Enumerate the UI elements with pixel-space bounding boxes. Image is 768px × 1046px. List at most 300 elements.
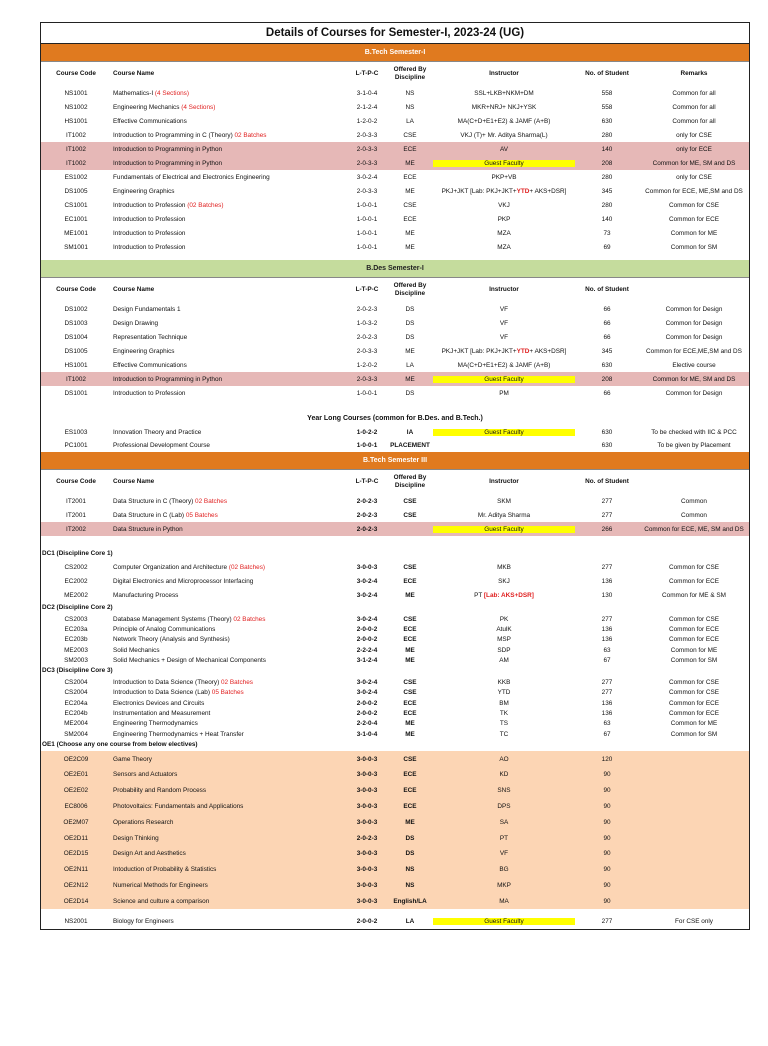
course-name-text: Innovation Theory and Practice [113,429,202,436]
instructor: PKP [497,215,511,223]
course-name-text: Mathematics-I [113,89,155,97]
course-code: EC204a [64,699,88,707]
student-count: 63 [603,646,611,654]
discipline: DS [405,333,415,341]
table-row [41,645,749,655]
table-row [41,86,749,100]
header-name: Course Name [113,70,155,77]
course-name [111,362,347,369]
course-code: OE2D11 [63,834,89,842]
discipline: ME [405,720,415,728]
course-name-text: Digital Electronics and Microprocessor Interfacing [113,577,254,585]
ltpc: 3-0-2-4 [356,591,378,599]
course-name [111,442,347,449]
course-code: EC204b [64,710,88,718]
student-count: 120 [601,755,613,763]
header-discipline: Offered By Discipline [393,66,427,81]
course-name [111,564,347,571]
course-code: DS1002 [64,305,88,313]
instructor: VF [499,333,509,341]
course-name-text: Representation Technique [113,333,188,341]
header-ltpc: L-T-P-C [355,70,379,77]
ltpc: 2-0-2-3 [356,497,378,505]
course-name [111,306,347,313]
course-name [111,720,347,727]
course-code: DS1005 [64,347,88,355]
table-row [41,439,749,452]
ltpc: 3-1-0-4 [356,730,378,738]
batch-note: (4 Sections) [154,89,190,97]
student-count: 277 [601,917,613,925]
discipline: ECE [403,699,417,707]
instructor [433,348,575,355]
discipline: ME [405,818,415,826]
course-name-text: Engineering Graphics [113,187,175,195]
header-discipline: Offered By Discipline [393,282,427,297]
discipline: LA [405,917,415,925]
course-name [111,898,347,905]
ltpc: 3-0-2-4 [356,689,378,697]
discipline: CSE [403,689,417,697]
student-count: 90 [603,866,611,874]
instructor-highlight: YTD [516,187,530,195]
header-code: Course Code [56,478,96,485]
ltpc: 1-0-0-1 [356,389,378,397]
header-instructor: Instructor [489,478,519,485]
course-name-text: Instrumentation and Measurement [113,710,211,718]
student-count: 90 [603,850,611,858]
batch-note: (02 Batches) [228,563,266,571]
course-code: IT1002 [66,159,86,167]
course-code: OE2M07 [63,818,89,826]
remarks: Common for SM [670,730,718,738]
instructor: TC [499,730,509,738]
course-name [111,188,347,195]
course-name-text: Data Structure in C (Theory) [113,497,196,505]
remarks: Common for all [672,117,716,125]
instructor-part: PKJ+JKT [Lab: PKJ+JKT+ [441,187,517,195]
course-code: OE2C09 [63,755,89,763]
remarks: Common for all [672,103,716,111]
table-row [41,624,749,634]
instructor: Guest Faculty [433,160,575,167]
remarks: Common for ECE,ME,SM and DS [646,347,742,355]
course-code: PC1001 [64,442,88,449]
student-count: 90 [603,803,611,811]
course-name [111,376,347,383]
student-count: 140 [601,215,613,223]
ltpc: 2-0-2-3 [356,834,378,842]
course-name [111,512,347,519]
course-name-text: Introduction to Profession [113,229,186,237]
student-count: 67 [603,656,611,664]
course-code: IT2001 [66,511,86,519]
student-count: 140 [601,145,613,153]
student-count: 277 [601,511,613,519]
ltpc: 2-2-0-4 [356,720,378,728]
course-name [111,334,347,341]
header-name: Course Name [113,478,155,485]
instructor [433,188,575,195]
course-name [111,771,347,778]
table-row [41,426,749,439]
course-name-text: Numerical Methods for Engineers [113,882,208,890]
student-count: 136 [601,636,613,644]
header-students: No. of Student [585,478,629,485]
discipline: English/LA [393,897,427,905]
table-row [41,128,749,142]
table-row [41,156,749,170]
ltpc: 1-0-0-1 [356,229,378,237]
remarks: Common for ECE [668,710,720,718]
discipline: CSE [403,563,417,571]
header-discipline: Offered By Discipline [393,474,427,489]
course-code: EC2002 [64,577,88,585]
ltpc: 3-0-2-4 [356,679,378,687]
table-row [41,522,749,536]
student-count: 136 [601,699,613,707]
discipline: ME [405,656,415,664]
instructor: PKP+VB [491,173,517,181]
ltpc: 3-0-0-3 [356,882,378,890]
instructor: MKB [497,563,511,571]
remarks: Common for Design [665,389,723,397]
table-row [41,372,749,386]
discipline: ME [405,347,415,355]
remarks: Common for Design [665,333,723,341]
table-row [41,142,749,156]
course-code: EC203b [64,636,88,644]
remarks: only for CSE [676,131,712,139]
header-name: Course Name [113,286,155,293]
course-name-text: Professional Development Course [113,442,210,449]
course-name [111,526,347,533]
instructor: KKB [497,679,511,687]
course-name-text: Introduction to Programming in Python [113,159,223,167]
last-table [41,914,749,928]
table-row [41,574,749,588]
course-name [111,657,347,664]
ltpc: 3-0-0-3 [356,755,378,763]
course-name [111,320,347,327]
course-code: CS2004 [64,679,88,687]
discipline: ME [405,646,415,654]
instructor: SKM [497,497,511,505]
ltpc: 3-1-0-4 [356,89,378,97]
student-count: 630 [601,442,613,449]
batch-note: 02 Batches [233,615,266,623]
instructor: MKR+NRJ+ NKJ+YSK [471,103,537,111]
instructor: SKJ [498,577,510,585]
instructor: PT [499,834,509,842]
course-name-text: Engineering Thermodynamics [113,720,198,728]
course-name [111,626,347,633]
btech-sem3-table [41,494,749,536]
ltpc: 2-0-2-3 [356,333,378,341]
remarks: Common for CSE [668,615,720,623]
instructor: KD [499,771,509,779]
table-header [41,470,749,494]
discipline: NS [405,89,415,97]
remarks: Common for ECE [668,215,720,223]
btech-sem1-table [41,86,749,254]
remarks: Common for ECE [668,625,720,633]
discipline: ECE [403,636,417,644]
course-name [111,104,347,111]
header-code: Course Code [56,70,96,77]
dc2-heading: DC2 (Discipline Core 2) [42,604,113,611]
remarks: Common for Design [665,319,723,327]
remarks: Common for ME, SM and DS [652,375,736,383]
course-name [111,146,347,153]
course-name-text: Engineering Thermodynamics + Heat Transfer [113,730,244,738]
discipline: ECE [403,215,417,223]
course-name-text: Introduction to Programming in C (Theory) [113,131,235,139]
remarks: Common for ME, SM and DS [652,159,736,167]
student-count: 66 [603,305,611,313]
course-name [111,160,347,167]
instructor-part: PT [474,591,484,599]
course-code: DS1005 [64,187,88,195]
instructor-highlight: [Lab: AKS+DSR] [483,591,534,599]
course-name-text: Network Theory (Analysis and Synthesis) [113,636,230,644]
discipline: PLACEMENT [390,442,430,449]
year-long-table [41,426,749,452]
remarks: Common [681,497,707,505]
ltpc: 1-0-0-1 [356,243,378,251]
course-name-text: Introduction to Profession [113,243,186,251]
course-code: ME1001 [64,229,88,237]
discipline: ME [405,375,415,383]
year-long-heading: Year Long Courses (common for B.Des. and B.Tech.) [307,415,483,422]
instructor: Guest Faculty [433,918,575,925]
course-name-text: Effective Communications [113,117,187,125]
course-code: OE2N11 [63,866,89,874]
remarks: only for CSE [676,173,712,181]
remarks: only for ECE [676,145,712,153]
instructor: MA [499,897,509,905]
remarks: Common [681,511,707,519]
course-code: NS2001 [64,917,88,925]
batch-note: 05 Batches [185,511,218,519]
course-name-text: Solid Mechanics + Design of Mechanical Components [113,656,266,664]
dc1-heading: DC1 (Discipline Core 1) [42,550,113,557]
ltpc: 3-0-0-3 [356,866,378,874]
student-count: 558 [601,103,613,111]
ltpc: 2-0-2-3 [356,305,378,313]
table-row [41,100,749,114]
table-row [41,240,749,254]
course-name [111,866,347,873]
instructor: Guest Faculty [433,376,575,383]
course-name-text: Science and culture a comparison [113,897,210,905]
course-code: CS1001 [64,201,88,209]
instructor: MKP [497,882,511,890]
student-count: 66 [603,319,611,327]
header-instructor: Instructor [489,286,519,293]
course-name [111,429,347,436]
table-row [41,508,749,522]
batch-note: 02 Batches [220,679,253,687]
table-row [41,226,749,240]
batch-note: 05 Batches [211,689,244,697]
student-count: 280 [601,131,613,139]
course-code: IT1002 [66,131,86,139]
student-count: 280 [601,173,613,181]
instructor: MA(C+D+E1+E2) & JAMF (A+B) [457,361,551,369]
table-row [41,914,749,928]
instructor: PM [499,389,509,397]
btech-sem3-band: B.Tech Semester III [41,452,749,470]
remarks: Common for CSE [668,563,720,571]
course-code: IT2001 [66,497,86,505]
course-name [111,710,347,717]
discipline: ECE [403,145,417,153]
course-name-text: Data Structure in C (Lab) [113,511,186,519]
table-row [41,708,749,718]
instructor: PK [499,615,509,623]
table-row [41,830,749,846]
discipline: CSE [403,679,417,687]
course-name-text: Photovoltaics: Fundamentals and Applications [113,803,244,811]
discipline: ECE [403,771,417,779]
ltpc: 3-0-0-3 [356,818,378,826]
ltpc: 3-0-0-3 [356,771,378,779]
course-name [111,592,347,599]
student-count: 208 [601,159,613,167]
ltpc: 2-0-3-3 [356,159,378,167]
ltpc: 3-0-0-3 [356,787,378,795]
instructor: SA [499,818,509,826]
remarks: Common for ECE [668,577,720,585]
student-count: 208 [601,375,613,383]
table-row [41,719,749,729]
ltpc: 1-0-0-1 [356,215,378,223]
header-students: No. of Student [585,70,629,77]
student-count: 280 [601,201,613,209]
student-count: 136 [601,625,613,633]
course-code: OE2D15 [63,850,89,858]
instructor: VKJ (T)+ Mr. Aditya Sharma(L) [460,131,548,139]
table-row [41,688,749,698]
course-name [111,244,347,251]
table-row [41,893,749,909]
header-code: Course Code [56,286,96,293]
table-row [41,170,749,184]
instructor: Mr. Aditya Sharma [477,511,531,519]
course-name [111,918,347,925]
course-code: HS1001 [64,117,88,125]
discipline: ECE [403,803,417,811]
instructor: MZA [497,229,511,237]
course-code: CS2004 [64,689,88,697]
student-count: 67 [603,730,611,738]
instructor: VF [499,305,509,313]
page-title: Details of Courses for Semester-I, 2023-24 (UG) [41,22,749,44]
course-code: IT1002 [66,145,86,153]
student-count: 558 [601,89,613,97]
remarks: To be given by Placement [657,442,731,449]
student-count: 266 [601,525,613,533]
table-row [41,198,749,212]
ltpc: 1-0-3-2 [356,319,378,327]
course-name [111,174,347,181]
remarks: Common for ME [670,720,718,728]
course-name-text: Effective Communications [113,361,187,369]
table-row [41,358,749,372]
instructor-part: PKJ+JKT [Lab: PKJ+JKT+ [441,347,517,355]
ltpc: 1-2-0-2 [356,117,378,125]
table-row [41,635,749,645]
student-count: 277 [601,615,613,623]
instructor: MA(C+D+E1+E2) & JAMF (A+B) [457,117,551,125]
remarks: Common for CSE [668,679,720,687]
ltpc: 2-0-3-3 [356,187,378,195]
table-row [41,344,749,358]
student-count: 630 [601,429,613,436]
course-code: SM1001 [64,243,88,251]
course-name [111,882,347,889]
discipline: CSE [403,497,417,505]
instructor: VF [499,319,509,327]
instructor: MSP [497,636,511,644]
discipline: ME [405,730,415,738]
course-name-text: Biology for Engineers [113,917,174,925]
remarks: Common for ECE, ME,SM and DS [645,187,743,195]
ltpc: 3-0-2-4 [356,577,378,585]
course-name [111,90,347,97]
discipline: ECE [403,173,417,181]
discipline: ECE [403,710,417,718]
discipline: DS [405,389,415,397]
course-name [111,731,347,738]
course-name-text: Introduction to Data Science (Lab) [113,689,212,697]
table-row [41,316,749,330]
course-name-text: Game Theory [113,755,152,763]
course-name-text: Introduction to Profession [113,389,186,397]
course-name-text: Probability and Random Process [113,787,207,795]
table-row [41,560,749,574]
student-count: 277 [601,563,613,571]
discipline: ME [405,187,415,195]
instructor: Guest Faculty [433,526,575,533]
ltpc: 2-0-0-2 [356,699,378,707]
remarks: Common for CSE [668,689,720,697]
table-row [41,386,749,400]
student-count: 90 [603,834,611,842]
instructor: AV [499,145,509,153]
table-row [41,814,749,830]
course-name [111,647,347,654]
table-header [41,62,749,86]
course-name [111,756,347,763]
instructor: AO [499,755,509,763]
header-ltpc: L-T-P-C [355,478,379,485]
course-code: ES1002 [64,173,88,181]
student-count: 136 [601,577,613,585]
instructor: MZA [497,243,511,251]
discipline: DS [405,319,415,327]
discipline: LA [406,361,414,369]
student-count: 90 [603,882,611,890]
table-row [41,614,749,624]
student-count: 90 [603,787,611,795]
discipline: ME [405,159,415,167]
course-code: ME2004 [64,720,88,728]
discipline: CSE [403,201,417,209]
discipline: ECE [403,787,417,795]
ltpc: 2-2-2-4 [356,646,378,654]
